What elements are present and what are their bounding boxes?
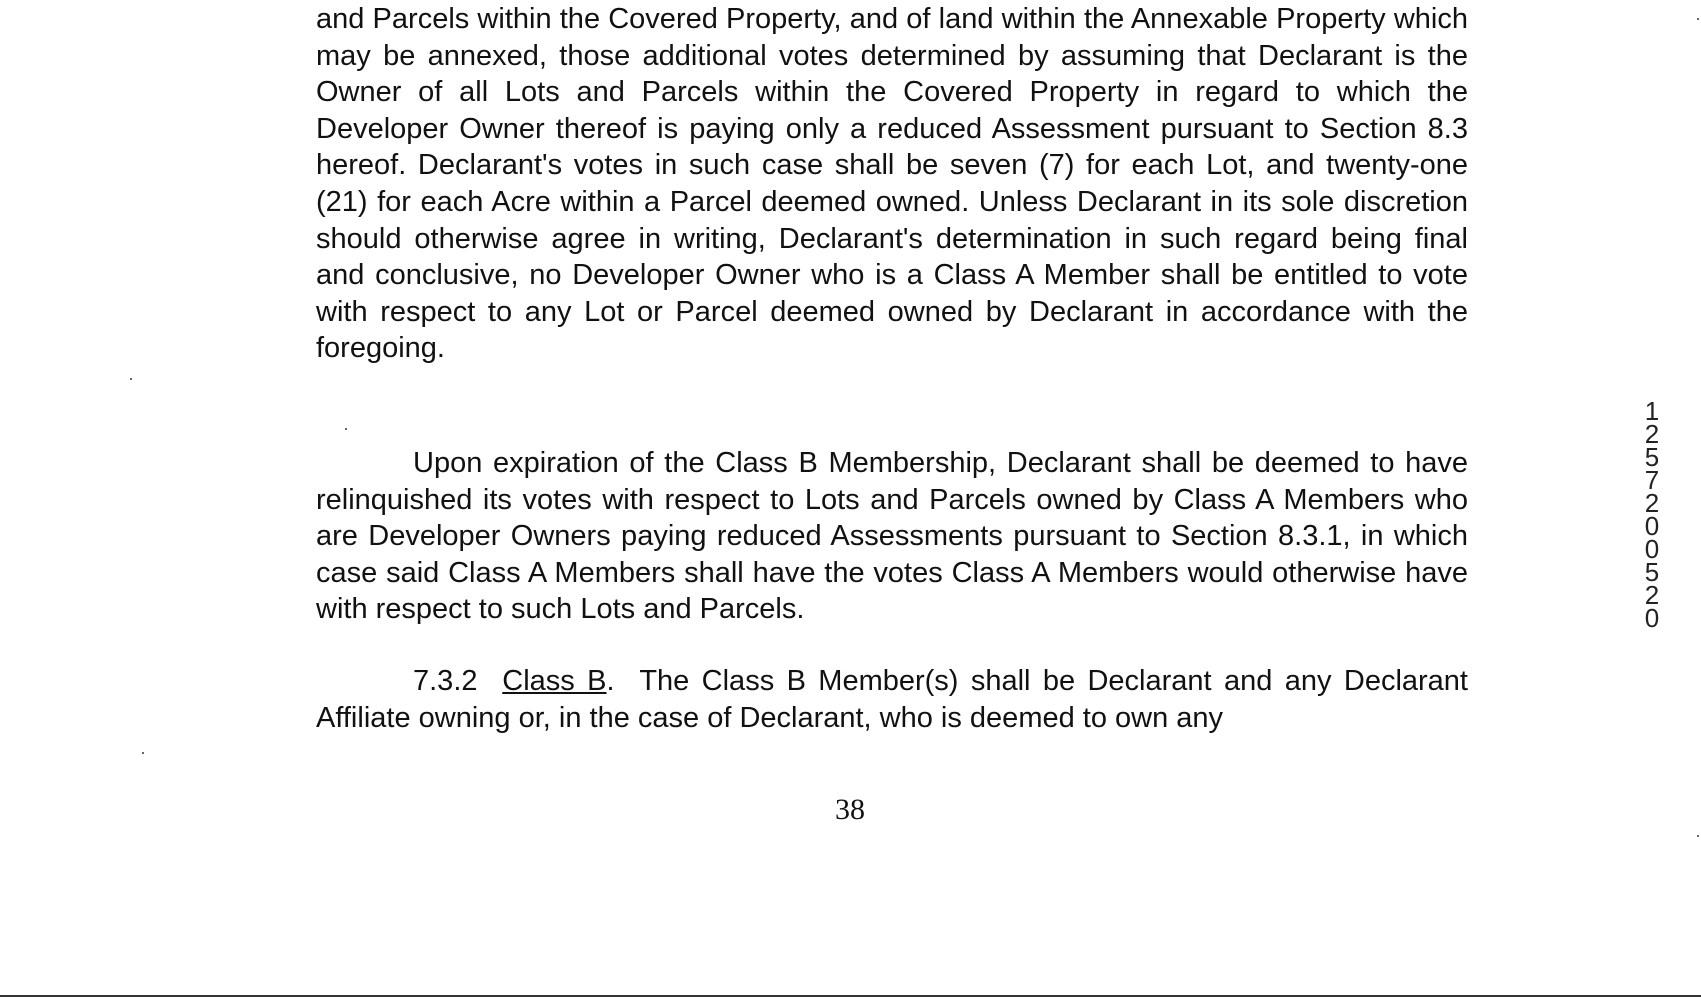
section-7-3-2 [316,663,1468,736]
scan-speck [142,752,144,754]
paragraph-class-b-expiration: Upon expiration of the Class B Membership, Declarant shall be deemed to have relinquished its votes with respect to Lots and Parcels owned by Class A Members who are Developer Owners paying reduced Assessments pursuant to Section 8.3.1, in which case said Class A Members shall have the votes Class A Members would otherwise have with respect to such Lots and Parcels. [316,447,1468,626]
section-number: 7.3.2 [413,665,478,697]
paragraph-votes-continued: and Parcels within the Covered Property, and of land within the Annexable Property which may be annexed, those additional votes determined by assuming that Declarant is the Owner of all Lots and Parcels within the Covered Property in regard to which the Developer Owner thereof is paying only a reduced Assessment pursuant to Section 8.3 hereof. Declarant's votes in such case shall be seven (7) for each Lot, and twenty-one (21) for each Acre within a Parcel deemed owned. Unless Declarant in its sole discretion should otherwise agree in writing, Declarant's determination in such regard being final and conclusive, no Developer Owner who is a Class A Member shall be entitled to vote with respect to any Lot or Parcel deemed owned by Declarant in accordance with the foregoing. [316,3,1468,365]
scan-speck [345,428,347,430]
page-number: 38 [835,793,865,826]
document-number-stamp: 1257200520 [1644,396,1660,633]
scan-speck [130,378,132,380]
scan-speck [1697,18,1699,20]
section-heading-punct: . [606,665,615,697]
section-text: The Class B Member(s) shall be Declarant and any Declarant Affiliate owning or, in the case of Declarant, who is deemed to own any [316,665,1468,734]
scan-speck [1697,835,1699,837]
bottom-scan-edge [0,995,1701,997]
section-heading: Class B [502,665,607,697]
